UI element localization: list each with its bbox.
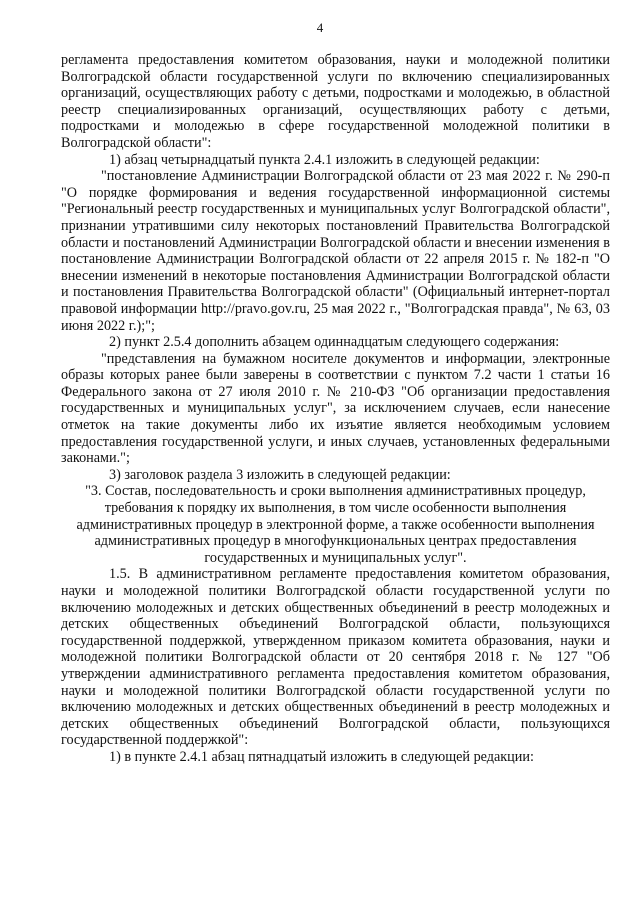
paragraph-1-5: 1.5. В административном регламенте предоставления комитетом образования, науки и молодежной политики Волгоградской области государственной услуги по включению молодежных и детских общественных объединений в реестр молодежных и детских общественных объединений Волгоградской области, пользующихся государственной поддержкой, утвержденном приказом комитета образования, науки и молодежной политики Волгоградской области от 20 сентября 2018 г. № 127 "Об утверждении административного регламента предоставления комитетом образования, науки и молодежной политики Волгоградской области государственной услуги по включению молодежных и детских общественных объединений в реестр молодежных и детских общественных объединений Волгоградской области, пользующихся государственной поддержкой": — [61, 566, 610, 749]
paragraph-quote-1: "постановление Администрации Волгоградской области от 23 мая 2022 г. № 290-п "О порядке формирования и ведения государственной информационной системы "Региональный реестр государственных и муниципальных услуг Волгоградской области", признании утратившими силу некоторых постановлений Правительства Волгоградской области и постановлений Администрации Волгоградской области и внесении изменения в постановление Администрации Волгоградской области от 22 апреля 2015 г. № 182-п "О внесении изменений в некоторые постановления Администрации Волгоградской области и постановления Правительства Волгоградской области" (Официальный интернет-портал правовой информации http://pravo.gov.ru, 25 мая 2022 г., "Волгоградская правда", № 63, 03 июня 2022 г.);"; — [61, 168, 610, 334]
paragraph-item-2: 2) пункт 2.5.4 дополнить абзацем одиннадцатым следующего содержания: — [109, 334, 560, 351]
paragraph-item-1-b: 1) в пункте 2.4.1 абзац пятнадцатый изложить в следующей редакции: — [109, 748, 534, 765]
paragraph-item-3: 3) заголовок раздела 3 изложить в следующей редакции: — [109, 466, 451, 483]
section-heading-quote: "3. Состав, последовательность и сроки выполнения административных процедур, требования к порядку их выполнения, в том числе особенности выполнения административных процедур в электронной форме, а также особенности выполнения административных процедур в многофункциональных центрах предоставления государственных и муниципальных услуг". — [76, 483, 595, 566]
paragraph-quote-2: "представления на бумажном носителе документов и информации, электронные образы которых ранее были заверены в соответствии с пунктом 7.2 части 1 статьи 16 Федерального закона от 27 июля 2010 г. № 210-ФЗ "Об организации предоставления государственных и муниципальных услуг", за исключением случаев, если нанесение отметок на такие документы либо их изъятие является необходимым условием предоставления государственной услуги, и иных случаев, установленных федеральными законами."; — [61, 350, 610, 467]
document-body — [61, 52, 610, 766]
page-number: 4 — [316, 20, 324, 35]
paragraph-item-1: 1) абзац четырнадцатый пункта 2.4.1 изложить в следующей редакции: — [109, 151, 540, 168]
paragraph-intro: регламента предоставления комитетом образования, науки и молодежной политики Волгоградской области государственной услуги по включению специализированных организаций, осуществляющих работу с детьми, подростками и молодежью, в областной реестр специализированных организаций, осуществляющих работу с детьми, подростками и молодежью в сфере государственной молодежной политики в Волгоградской области": — [61, 52, 610, 151]
